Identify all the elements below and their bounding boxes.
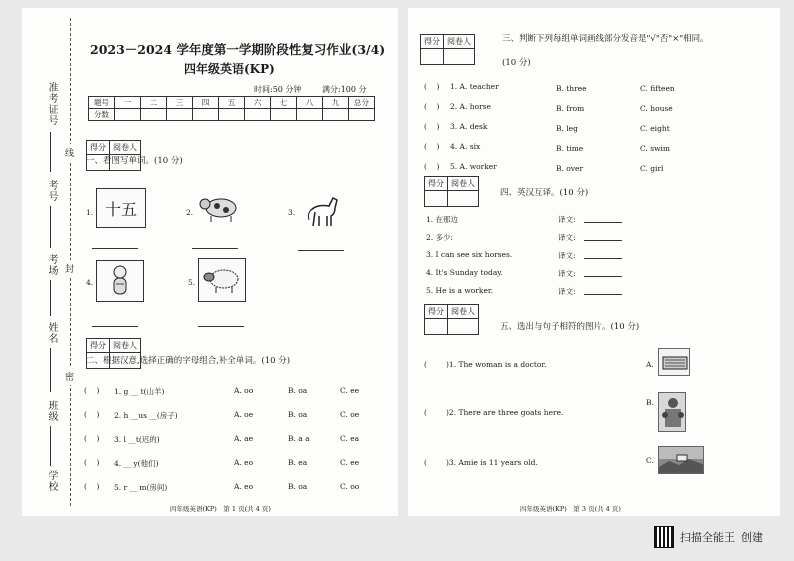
question-text: 5. A. worker [450,162,497,171]
translate-label: 译文: [558,251,576,260]
option-label: C. [646,456,654,465]
grader-score-cell[interactable] [425,191,448,207]
exam-time: 时间:50 分钟 [254,85,302,94]
tablet-picture-icon [659,349,690,376]
grader-reviewer-label: 阅卷人 [110,339,141,353]
option-a[interactable]: A. ae [234,434,254,443]
score-input-cell[interactable] [141,109,167,121]
question-text: 3. A. desk [450,122,488,131]
grader-box [420,34,475,65]
score-input-cell[interactable] [271,109,297,121]
exam-full-score: 满分:100 分 [322,85,367,94]
score-input-cell[interactable] [115,109,141,121]
grader-reviewer-label: 阅卷人 [448,177,479,191]
translate-prompt: 3. I can see six horses. [426,250,513,259]
question-text: )3. Amie is 11 years old. [446,458,538,467]
translate-prompt: 5. He is a worker. [426,286,494,295]
margin-label-exam-room: 考场 [46,254,57,276]
margin-label-class: 班级 [46,400,57,422]
answer-paren[interactable]: ( [424,458,427,467]
seal-char: 密 [65,368,74,385]
scanner-action: 创建 [741,531,763,544]
grader-reviewer-label: 阅卷人 [448,305,479,319]
baby-icon [109,264,131,298]
option-c[interactable]: C. ee [340,458,360,467]
cow-icon [199,192,243,224]
section2-title: 二、根据汉意,选择正确的字母组合,补全单词。(10 分) [86,356,291,366]
translate-prompt: 2. 多少: [426,233,454,242]
translate-prompt: 1. 在那边 [426,215,459,224]
option-b[interactable]: B. ea [288,458,308,467]
answer-paren[interactable]: ( ) [84,482,100,491]
score-header-cell: 九 [323,97,349,109]
margin-label-exam-number: 考号 [46,180,57,202]
score-input-cell[interactable] [245,109,271,121]
question-text: 2. h __us __(房子) [114,411,178,420]
score-input-cell[interactable] [297,109,323,121]
answer-paren[interactable]: ( ) [84,458,100,467]
translate-answer-line[interactable] [584,240,622,241]
grader-reviewer-label: 阅卷人 [444,35,475,49]
answer-line[interactable] [198,326,244,327]
question-text: 3. l __t(迟的) [114,435,160,444]
scanner-brand: 扫描全能王 [680,531,735,544]
answer-paren[interactable]: ( ) [424,142,440,151]
question-text: 2. A. horse [450,102,491,111]
group-picture-icon [659,393,686,432]
margin-line [50,348,51,392]
grader-reviewer-cell[interactable] [448,191,479,207]
answer-paren[interactable]: ( ) [84,410,100,419]
binding-margin [22,8,80,516]
answer-paren[interactable]: ( ) [424,162,440,171]
question-text: 4. A. six [450,142,481,151]
margin-line [50,206,51,248]
exam-page-left [22,8,398,516]
horse-icon [303,190,343,230]
option-c[interactable]: C. oo [340,482,360,491]
score-header-cell: 三 [167,97,193,109]
tablet-picture-icon[interactable] [658,348,690,376]
answer-paren[interactable]: ( ) [84,386,100,395]
word-b: B. from [556,104,585,113]
section4-title: 四、英汉互译。(10 分) [500,188,589,198]
grader-score-label: 得分 [87,339,110,353]
score-input-cell[interactable] [219,109,245,121]
translate-answer-line[interactable] [584,294,622,295]
question-text: )2. There are three goats here. [446,408,564,417]
landscape-picture-icon[interactable] [658,446,704,474]
qr-code-icon [654,526,674,548]
section1-title: 一、看图写单词。(10 分) [86,156,183,166]
grader-score-label: 得分 [425,305,448,319]
translate-label: 译文: [558,215,576,224]
score-table [88,96,375,121]
word-b: B. leg [556,124,578,133]
question-text: )1. The woman is a doctor. [446,360,547,369]
score-header-cell: 八 [297,97,323,109]
translate-answer-line[interactable] [584,222,622,223]
pic-number: 5. [188,278,196,287]
pic-number: 2. [186,208,194,217]
option-a[interactable]: A. eo [234,458,254,467]
exam-title: 2023－2024 学年度第一学期阶段性复习作业(3/4) [90,42,386,57]
margin-line [50,132,51,172]
grader-reviewer-cell[interactable] [444,49,475,65]
option-b[interactable]: B. oa [288,386,308,395]
grader-reviewer-cell[interactable] [448,319,479,335]
option-b[interactable]: B. oa [288,482,308,491]
section3-points: (10 分) [502,58,531,68]
answer-paren[interactable]: ( ) [424,82,440,91]
question-text: 5. r __ m(房间) [114,483,168,492]
answer-line[interactable] [92,248,138,249]
word-c: C. girl [640,164,664,173]
option-a[interactable]: A. eo [234,482,254,491]
grader-reviewer-label: 阅卷人 [110,141,141,155]
translate-label: 译文: [558,269,576,278]
option-label: B. [646,398,654,407]
score-row-label: 分数 [89,109,115,121]
sheep-icon [198,258,246,302]
exam-page-right [408,8,780,516]
score-header-cell: 一 [115,97,141,109]
group-picture-icon[interactable] [658,392,686,432]
word-b: B. over [556,164,584,173]
word-b: B. three [556,84,587,93]
margin-label-ticket-id: 准考证号 [46,82,57,126]
translate-label: 译文: [558,233,576,242]
word-b: B. time [556,144,584,153]
baby-icon [96,260,144,302]
answer-paren[interactable]: ( ) [424,102,440,111]
grader-box [424,176,479,207]
option-label: A. [646,360,654,369]
score-input-cell[interactable] [349,109,375,121]
grader-score-label: 得分 [87,141,110,155]
translate-label: 译文: [558,287,576,296]
option-a[interactable]: A. oo [234,386,254,395]
question-text: 4. __ y(他们) [114,459,159,468]
word-c: C. fifteen [640,84,675,93]
scanner-watermark [654,526,763,548]
answer-paren[interactable]: ( [424,360,427,369]
option-c[interactable]: C. oe [340,410,360,419]
chinese-number-text: 十五 [104,199,137,219]
score-input-cell[interactable] [323,109,349,121]
translate-answer-line[interactable] [584,258,622,259]
score-input-cell[interactable] [193,109,219,121]
translate-answer-line[interactable] [584,276,622,277]
answer-line[interactable] [298,250,344,251]
score-header-cell: 总分 [349,97,375,109]
seal-char: 线 [65,144,74,161]
grader-score-cell[interactable] [421,49,444,65]
seal-char: 封 [65,260,74,277]
horse-icon [298,188,348,232]
option-c[interactable]: C. ee [340,386,360,395]
answer-paren[interactable]: ( ) [84,434,100,443]
margin-label-school: 学校 [46,470,57,492]
exam-subtitle: 四年级英语(KP) [184,62,275,76]
margin-line [50,280,51,316]
question-text: 1. A. teacher [450,82,499,91]
score-header-cell: 七 [271,97,297,109]
grader-score-label: 得分 [421,35,444,49]
landscape-picture-icon [659,447,704,474]
option-c[interactable]: C. ea [340,434,360,443]
score-header-cell: 五 [219,97,245,109]
grader-score-label: 得分 [425,177,448,191]
pic-number: 4. [86,278,94,287]
score-input-cell[interactable] [167,109,193,121]
cow-icon [196,188,246,228]
word-c: C. house [640,104,673,113]
option-b[interactable]: B. oa [288,410,308,419]
answer-line[interactable] [192,248,238,249]
option-b[interactable]: B. a a [288,434,310,443]
section3-title: 三、判断下列每组单词画线部分发音是"√"否"×"相同。 [502,34,709,44]
margin-line [50,426,51,466]
question-text: 1. g __ t(山羊) [114,387,165,396]
page-footer: 四年级英语(KP) 第 1 页(共 4 页) [170,505,271,513]
sheep-icon [202,265,242,295]
grader-score-cell[interactable] [425,319,448,335]
translate-prompt: 4. It's Sunday today. [426,268,503,277]
pic-number: 1. [86,208,94,217]
score-header-cell: 四 [193,97,219,109]
answer-paren[interactable]: ( ) [424,122,440,131]
answer-paren[interactable]: ( [424,408,427,417]
margin-label-name: 姓名 [46,322,57,344]
section5-title: 五、选出与句子相符的图片。(10 分) [500,322,640,332]
chinese-number-card [96,188,146,228]
answer-line[interactable] [92,326,138,327]
page-footer: 四年级英语(KP) 第 3 页(共 4 页) [520,505,621,513]
score-header-cell: 题号 [89,97,115,109]
pic-number: 3. [288,208,296,217]
word-c: C. eight [640,124,670,133]
option-a[interactable]: A. oe [234,410,254,419]
score-header-cell: 六 [245,97,271,109]
grader-box [424,304,479,335]
score-header-cell: 二 [141,97,167,109]
word-c: C. swim [640,144,671,153]
